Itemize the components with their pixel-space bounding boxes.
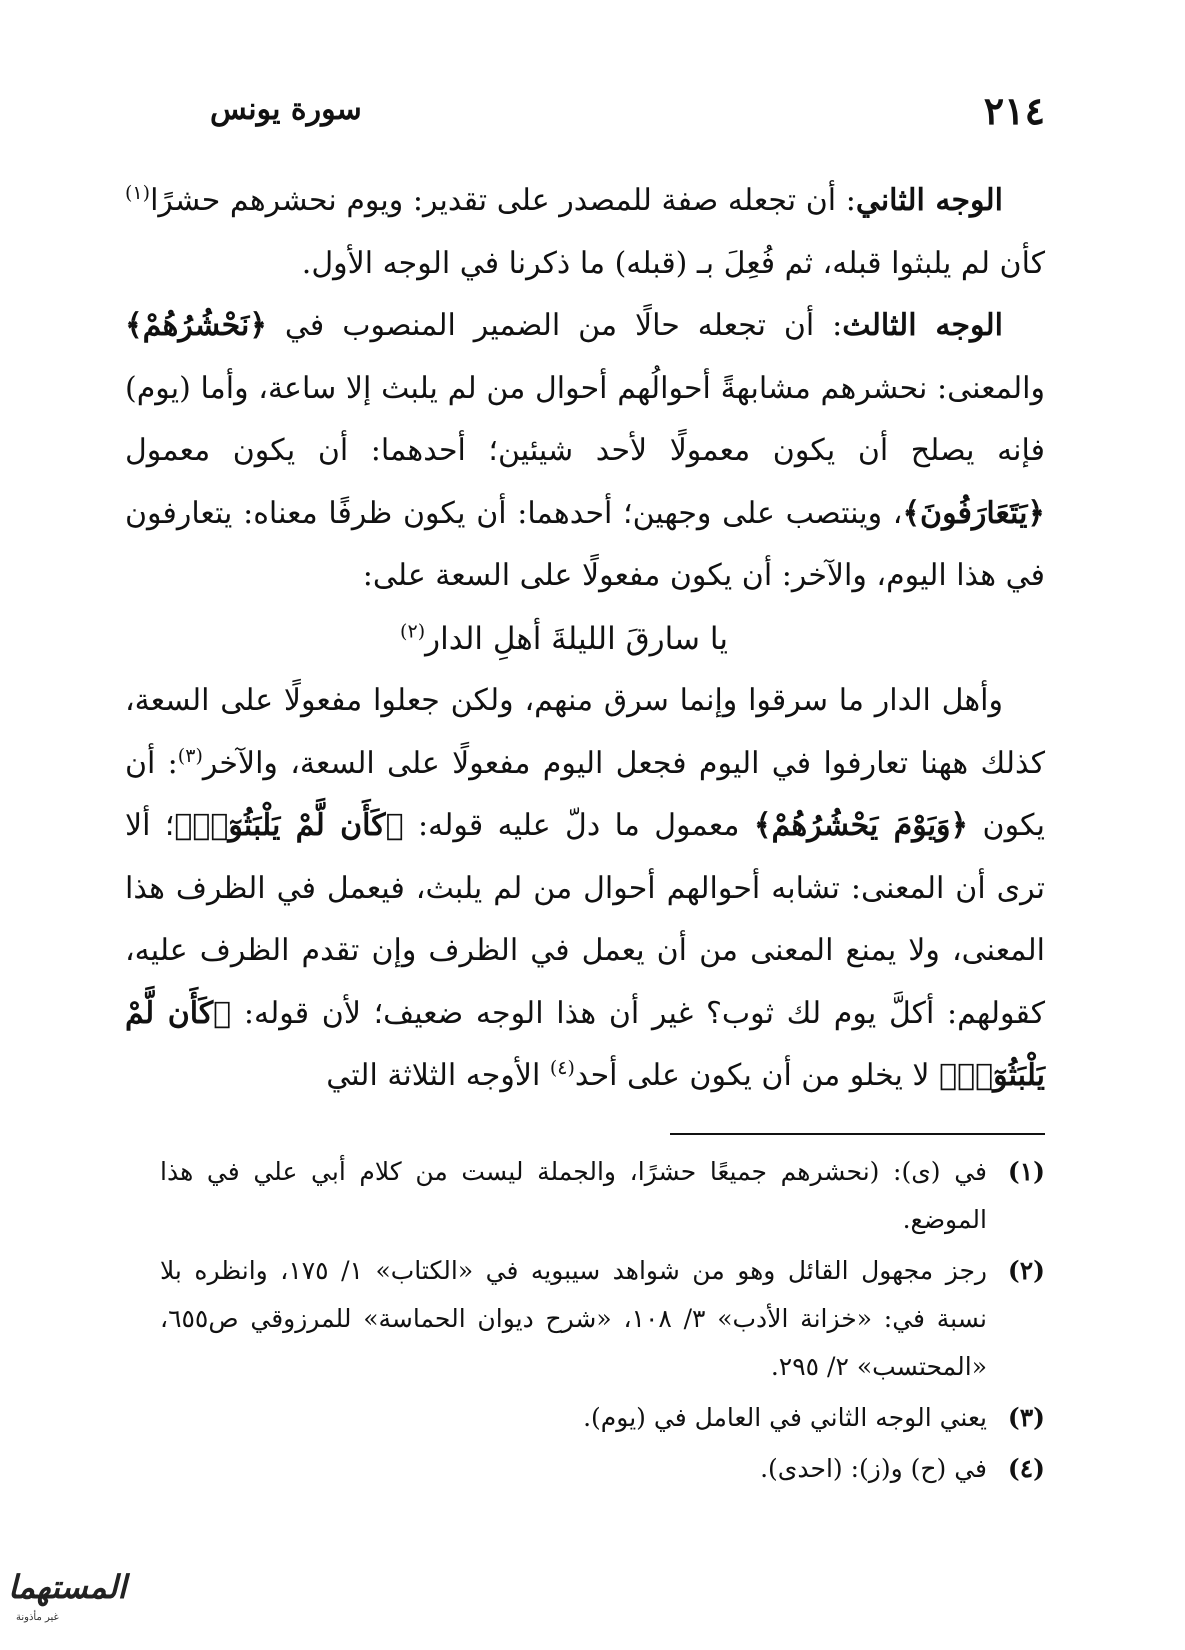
paragraph-second-aspect xyxy=(125,170,1045,295)
footnote-number: (١) xyxy=(1007,1157,1045,1186)
footnote-number: (٤) xyxy=(1007,1454,1045,1483)
paragraph-text: الأوجه الثلاثة التي xyxy=(326,1058,550,1093)
footnote-item xyxy=(160,1148,1045,1244)
quran-quote: ﴿كَأَن لَّمْ يَلْبَثُوٓا۟﴾ xyxy=(174,808,404,843)
surah-title: سورة يونس xyxy=(210,92,362,127)
paragraph-lead: الوجه الثاني xyxy=(855,183,1003,218)
main-text xyxy=(125,170,1045,1108)
footnote-number: (٢) xyxy=(1007,1256,1045,1285)
paragraph-text: : أن تجعله صفة للمصدر على تقدير: ويوم نحشرهم حشرًا xyxy=(150,183,856,218)
paragraph-text: والمعنى: نحشرهم مشابهةً أحوالُهم أحوال من لم يلبث إلا ساعة، وأما (يوم) فإنه يصلح أن يكون معمولًا لأحد شيئين؛ أحدهما: أن يكون معمول xyxy=(125,370,1045,468)
footnote-text: في (ى): (نحشرهم جميعًا حشرًا، والجملة ليست من كلام أبي علي في هذا الموضع. xyxy=(160,1157,987,1234)
paragraph-text: معمول ما دلّ عليه قوله: xyxy=(403,808,754,843)
paragraph-text: كأن لم يلبثوا قبله، ثم فُعِلَ بـ (قبله) ما ذكرنا في الوجه الأول. xyxy=(301,245,1045,281)
verse-text: يا سارقَ الليلةَ أهلِ الدار xyxy=(425,620,728,657)
stamp-sub-text: غير مأذونة xyxy=(16,1612,59,1623)
footnote-item xyxy=(160,1445,1045,1493)
paragraph-text: لا يخلو من أن يكون على أحد xyxy=(574,1058,940,1093)
quran-quote: ﴿نَحْشُرُهُمْ﴾ xyxy=(125,308,267,343)
footnote-ref-1[interactable]: (١) xyxy=(125,182,151,204)
library-stamp-logo xyxy=(8,1568,127,1634)
stamp-main-text: المستهما xyxy=(8,1568,127,1606)
footnote-item xyxy=(160,1394,1045,1442)
paragraph-text: وأهل الدار ما سرقوا وإنما سرق منهم، ولكن جعلوا مفعولًا على السعة، كذلك ههنا تعارفوا في اليوم فجعل اليوم مفعولًا على السعة، والآخر xyxy=(125,683,1045,781)
paragraph-text: : أن تجعله حالًا من الضمير المنصوب في xyxy=(266,308,843,343)
footnote-text: رجز مجهول القائل وهو من شواهد سيبويه في «الكتاب» ١/ ١٧٥، وانظره بلا نسبة في: «خزانة الأدب» ٣/ ١٠٨، «شرح ديوان الحماسة» للمرزوقي ص٦٥٥، «المحتسب» ٢/ ٢٩٥. xyxy=(160,1256,988,1381)
footnotes-section xyxy=(160,1148,1045,1496)
footnote-item xyxy=(160,1247,1045,1391)
running-header xyxy=(210,88,1045,142)
footnote-number: (٣) xyxy=(1007,1403,1045,1432)
quran-quote: ﴿كَأَن لَّمْ يَلْبَثُوٓا۟﴾ xyxy=(125,995,1045,1093)
paragraph-lead: الوجه الثالث xyxy=(842,308,1003,343)
page-number: ٢١٤ xyxy=(983,88,1045,133)
footnote-ref-2[interactable]: (٢) xyxy=(400,620,426,643)
footnote-text: يعني الوجه الثاني في العامل في (يوم). xyxy=(583,1403,987,1432)
quran-quote: ﴿يَتَعَارَفُونَ﴾ xyxy=(902,495,1045,531)
footnote-separator xyxy=(670,1133,1045,1135)
poetry-verse xyxy=(125,608,1045,671)
footnote-ref-4[interactable]: (٤) xyxy=(549,1057,575,1079)
paragraph-explanation xyxy=(125,670,1045,1108)
quran-quote: ﴿وَيَوْمَ يَحْشُرُهُمْ﴾ xyxy=(753,808,969,843)
paragraph-third-aspect xyxy=(125,295,1045,608)
paragraph-text: : أن يكون xyxy=(125,745,1046,843)
paragraph-text: ؛ ألا ترى أن المعنى: تشابه أحوالهم أحوال من لم يلبث، فيعمل في الظرف هذا المعنى، ولا يمنع المعنى من أن يعمل في الظرف وإن تقدم الظرف عليه، كقولهم: أكلَّ يوم لك ثوب؟ غير أن هذا الوجه ضعيف؛ لأن قوله: xyxy=(125,808,1045,1031)
footnote-ref-3[interactable]: (٣) xyxy=(177,744,203,767)
paragraph-text: ، وينتصب على وجهين؛ أحدهما: أن يكون ظرفًا معناه: يتعارفون في هذا اليوم، والآخر: أن يكون مفعولًا على السعة على: xyxy=(125,495,1045,593)
footnote-text: في (ح) و(ز): (احدى). xyxy=(760,1454,987,1483)
